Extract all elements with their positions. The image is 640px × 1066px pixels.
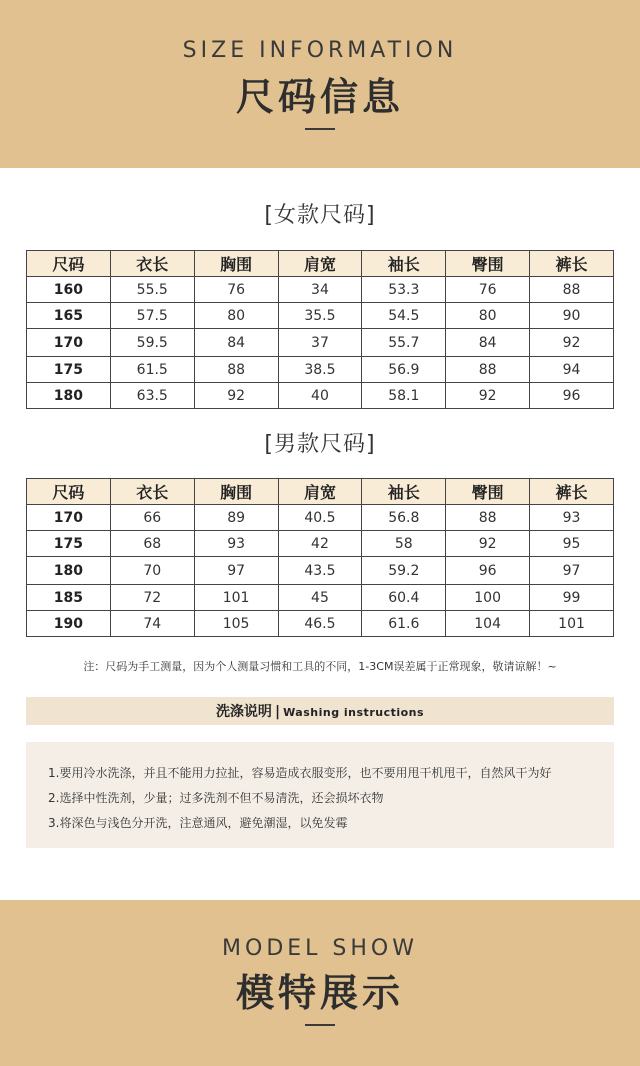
size-cell: 175 — [27, 357, 111, 383]
measurement-cell: 54.5 — [362, 303, 446, 329]
measurement-cell: 45 — [278, 585, 362, 611]
column-header: 衣长 — [110, 479, 194, 505]
measurement-cell: 66 — [110, 505, 194, 531]
size-cell: 170 — [27, 505, 111, 531]
column-header: 臀围 — [446, 479, 530, 505]
measurement-cell: 53.3 — [362, 277, 446, 303]
measurement-cell: 105 — [194, 611, 278, 637]
washing-item: 2.选择中性洗剂，少量；过多洗剂不但不易清洗，还会损坏衣物 — [48, 791, 384, 805]
table-row — [27, 277, 614, 303]
measurement-cell: 76 — [446, 277, 530, 303]
banner-divider — [305, 128, 335, 130]
measurement-cell: 89 — [194, 505, 278, 531]
size-information-zh-title: 尺码信息 — [235, 75, 404, 119]
measurement-cell: 56.8 — [362, 505, 446, 531]
measurement-cell: 93 — [194, 531, 278, 557]
measurement-cell: 40.5 — [278, 505, 362, 531]
measurement-cell: 55.5 — [110, 277, 194, 303]
table-row — [27, 329, 614, 357]
column-header: 裤长 — [530, 251, 614, 277]
measurement-cell: 99 — [530, 585, 614, 611]
measurement-note: 注：尺码为手工测量，因为个人测量习惯和工具的不同，1-3CM误差属于正常现象，敬请谅解！~ — [83, 660, 557, 673]
size-cell: 190 — [27, 611, 111, 637]
measurement-cell: 101 — [194, 585, 278, 611]
column-header: 肩宽 — [278, 479, 362, 505]
measurement-cell: 96 — [530, 383, 614, 409]
measurement-cell: 94 — [530, 357, 614, 383]
measurement-cell: 55.7 — [362, 329, 446, 357]
measurement-cell: 74 — [110, 611, 194, 637]
size-cell: 160 — [27, 277, 111, 303]
measurement-cell: 57.5 — [110, 303, 194, 329]
measurement-cell: 34 — [278, 277, 362, 303]
measurement-cell: 61.5 — [110, 357, 194, 383]
column-header: 臀围 — [446, 251, 530, 277]
measurement-cell: 88 — [446, 357, 530, 383]
column-header: 胸围 — [194, 479, 278, 505]
measurement-cell: 56.9 — [362, 357, 446, 383]
banner-divider — [305, 1024, 335, 1026]
measurement-cell: 59.5 — [110, 329, 194, 357]
measurement-cell: 96 — [446, 557, 530, 585]
measurement-cell: 90 — [530, 303, 614, 329]
measurement-cell: 93 — [530, 505, 614, 531]
size-cell: 180 — [27, 383, 111, 409]
measurement-cell: 84 — [446, 329, 530, 357]
size-information-banner — [0, 0, 640, 168]
model-show-banner — [0, 900, 640, 1066]
column-header: 袖长 — [362, 479, 446, 505]
measurement-cell: 76 — [194, 277, 278, 303]
measurement-cell: 43.5 — [278, 557, 362, 585]
size-cell: 180 — [27, 557, 111, 585]
measurement-cell: 58 — [362, 531, 446, 557]
washing-item: 1.要用冷水洗涤，并且不能用力拉扯，容易造成衣服变形，也不要用甩干机甩干，自然风干为好 — [48, 766, 552, 780]
size-information-en-title: SIZE INFORMATION — [182, 38, 458, 63]
measurement-cell: 80 — [446, 303, 530, 329]
column-header: 裤长 — [530, 479, 614, 505]
men-size-title: [男款尺码] — [264, 432, 376, 457]
table-row — [27, 611, 614, 637]
measurement-cell: 60.4 — [362, 585, 446, 611]
measurement-cell: 92 — [446, 531, 530, 557]
measurement-cell: 59.2 — [362, 557, 446, 585]
measurement-cell: 92 — [194, 383, 278, 409]
model-show-zh-title: 模特展示 — [235, 971, 404, 1015]
table-row — [27, 383, 614, 409]
men-size-table — [26, 478, 614, 637]
column-header: 袖长 — [362, 251, 446, 277]
measurement-cell: 63.5 — [110, 383, 194, 409]
washing-title-zh: 洗涤说明 — [215, 704, 272, 720]
measurement-cell: 88 — [194, 357, 278, 383]
column-header: 尺码 — [27, 251, 111, 277]
measurement-cell: 70 — [110, 557, 194, 585]
washing-title-separator: | — [274, 704, 281, 720]
measurement-cell: 58.1 — [362, 383, 446, 409]
measurement-cell: 92 — [530, 329, 614, 357]
measurement-cell: 88 — [446, 505, 530, 531]
measurement-cell: 38.5 — [278, 357, 362, 383]
size-cell: 185 — [27, 585, 111, 611]
column-header: 胸围 — [194, 251, 278, 277]
measurement-cell: 68 — [110, 531, 194, 557]
size-cell: 165 — [27, 303, 111, 329]
measurement-cell: 104 — [446, 611, 530, 637]
table-row — [27, 505, 614, 531]
table-row — [27, 531, 614, 557]
washing-title-en: Washing instructions — [283, 706, 425, 719]
measurement-cell: 61.6 — [362, 611, 446, 637]
table-header-row — [27, 479, 614, 505]
model-show-en-title: MODEL SHOW — [222, 936, 418, 961]
measurement-cell: 40 — [278, 383, 362, 409]
women-size-table — [26, 250, 614, 409]
table-row — [27, 303, 614, 329]
measurement-cell: 84 — [194, 329, 278, 357]
measurement-cell: 72 — [110, 585, 194, 611]
measurement-cell: 95 — [530, 531, 614, 557]
measurement-cell: 97 — [530, 557, 614, 585]
column-header: 衣长 — [110, 251, 194, 277]
measurement-cell: 92 — [446, 383, 530, 409]
table-row — [27, 585, 614, 611]
women-size-title: [女款尺码] — [264, 203, 376, 228]
column-header: 尺码 — [27, 479, 111, 505]
measurement-cell: 80 — [194, 303, 278, 329]
washing-instructions-header — [26, 697, 614, 725]
measurement-cell: 46.5 — [278, 611, 362, 637]
measurement-cell: 42 — [278, 531, 362, 557]
measurement-cell: 100 — [446, 585, 530, 611]
measurement-cell: 97 — [194, 557, 278, 585]
measurement-cell: 88 — [530, 277, 614, 303]
measurement-cell: 35.5 — [278, 303, 362, 329]
column-header: 肩宽 — [278, 251, 362, 277]
washing-item: 3.将深色与浅色分开洗，注意通风，避免潮湿，以免发霉 — [48, 816, 348, 830]
table-header-row — [27, 251, 614, 277]
size-cell: 175 — [27, 531, 111, 557]
measurement-cell: 101 — [530, 611, 614, 637]
washing-instructions-body — [26, 742, 614, 848]
table-row — [27, 557, 614, 585]
table-row — [27, 357, 614, 383]
size-cell: 170 — [27, 329, 111, 357]
measurement-cell: 37 — [278, 329, 362, 357]
